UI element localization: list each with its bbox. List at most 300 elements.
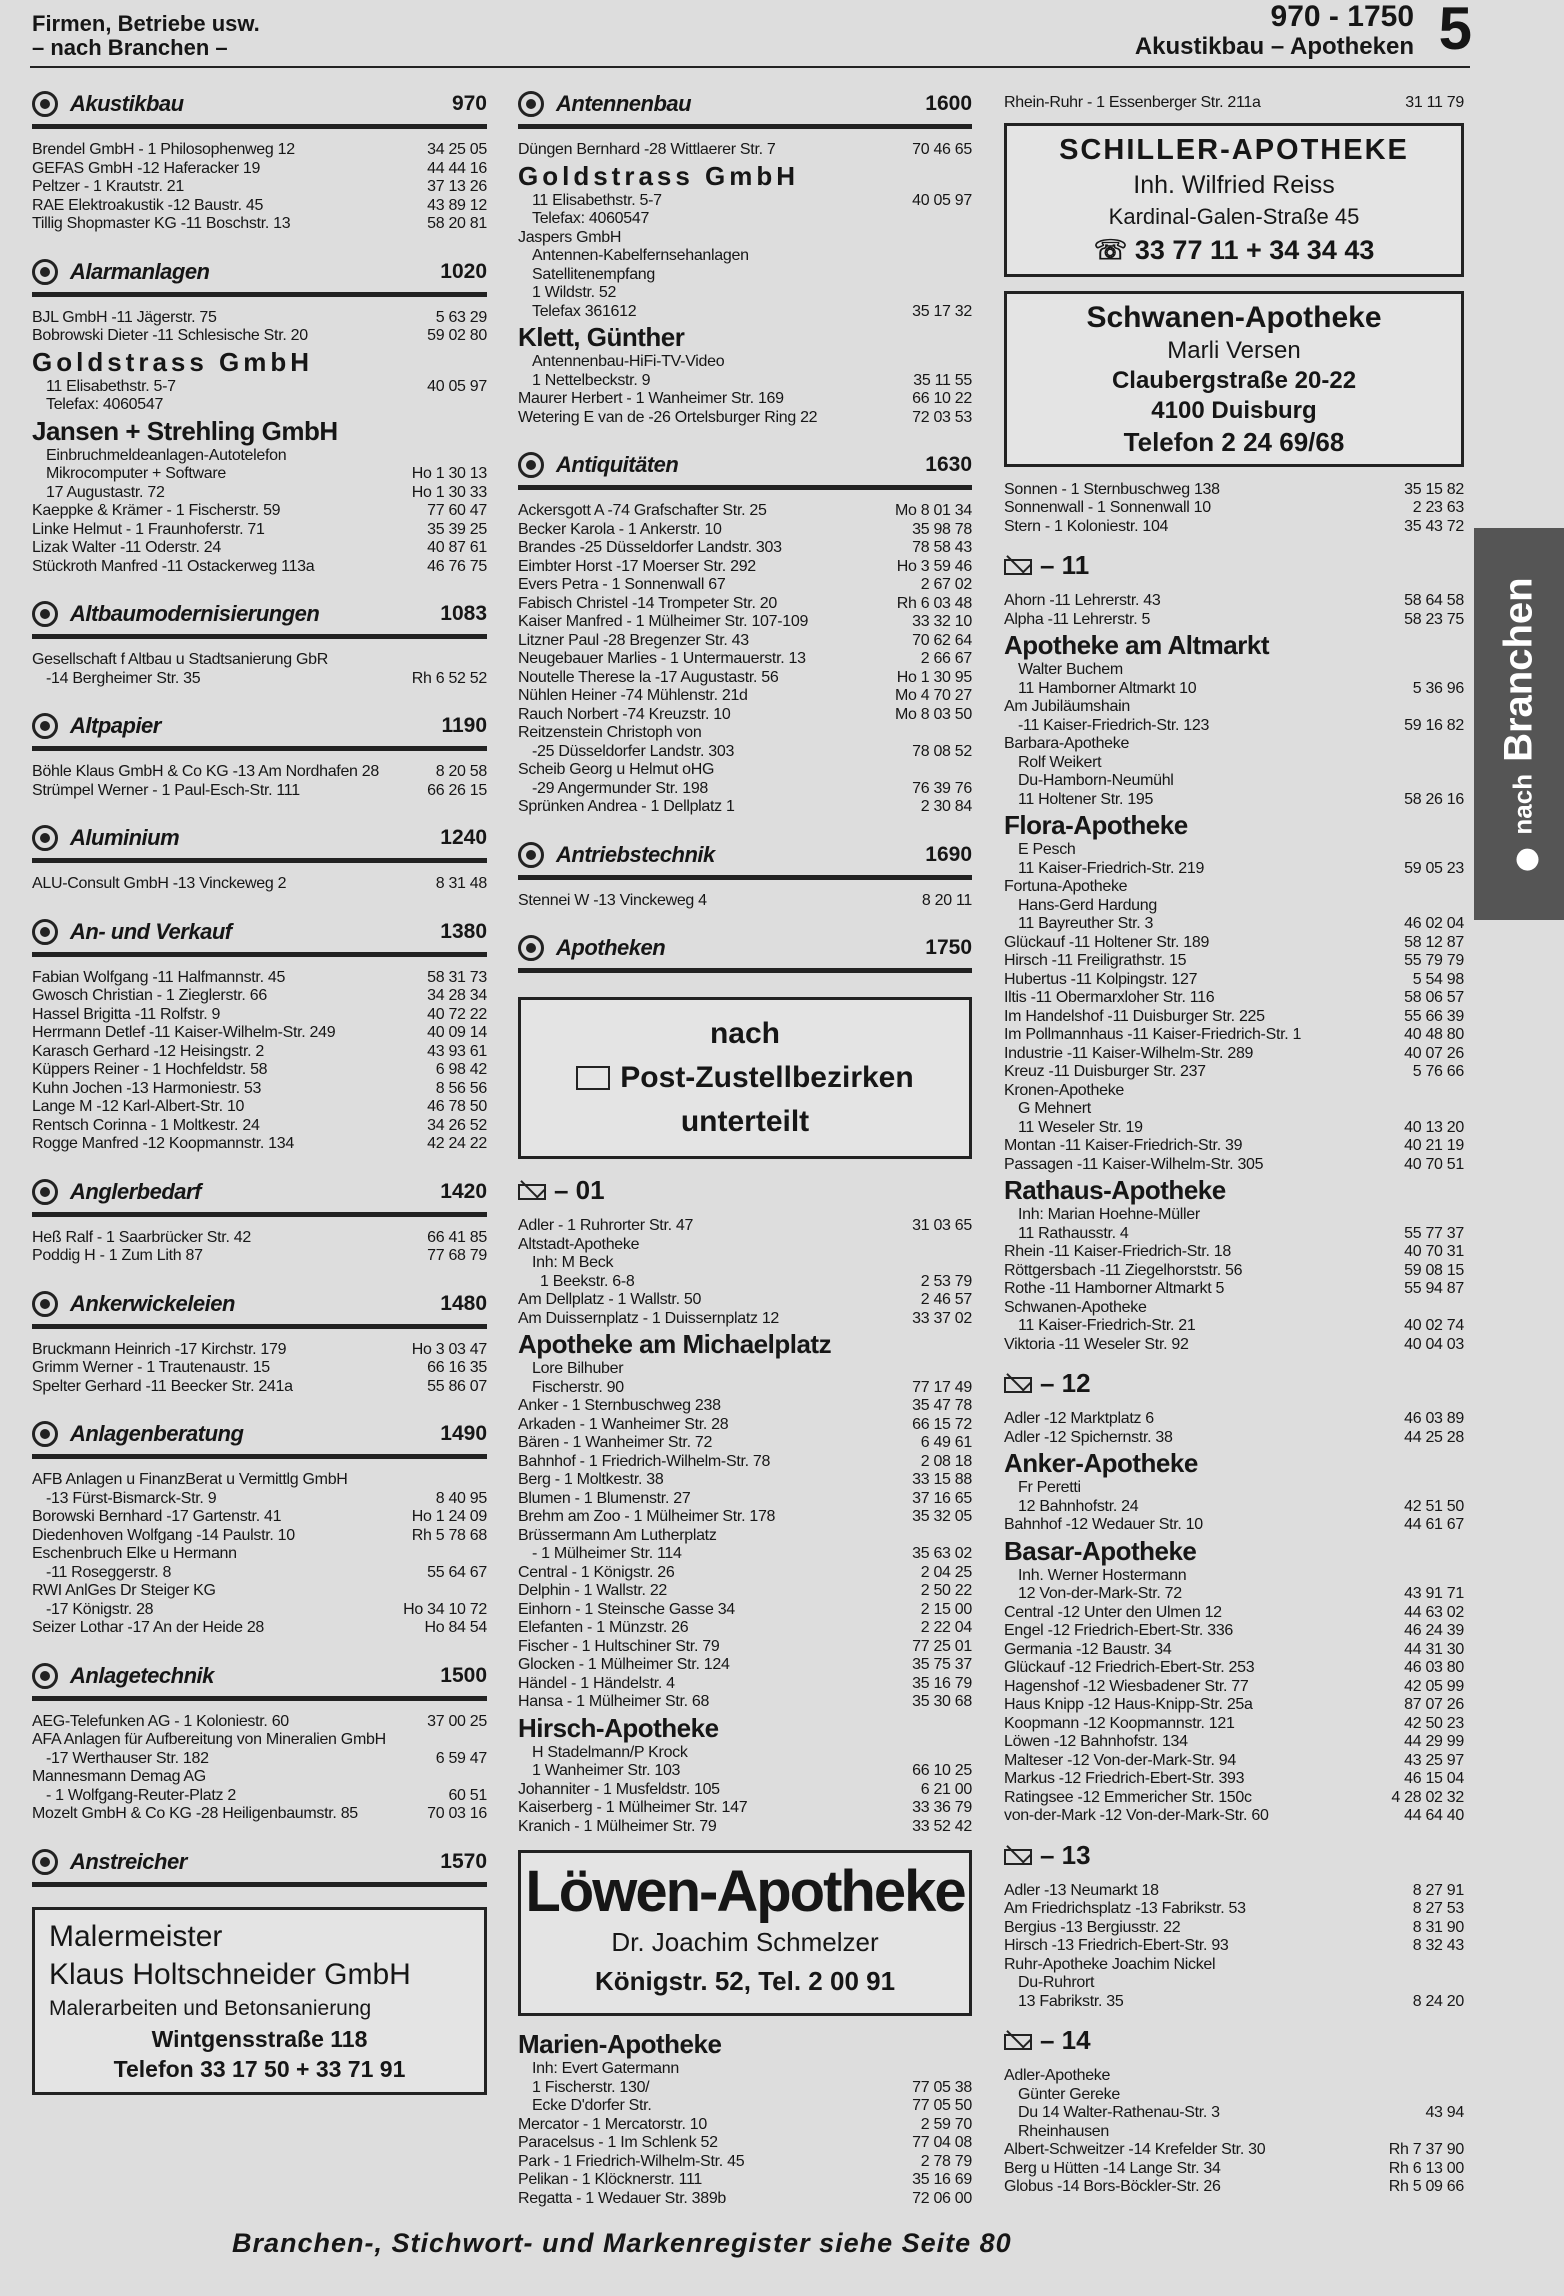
section-header: [32, 818, 487, 863]
entry-row: [32, 1582, 487, 1601]
ad-name-line1: Malermeister: [49, 1919, 223, 1953]
entry-phone: [966, 321, 972, 353]
entry-phone: 35 43 72: [1404, 517, 1464, 535]
entry-text: BJL GmbH -11 Jägerstr. 75: [32, 308, 217, 326]
postal-district-label: – 14: [1040, 2025, 1091, 2055]
entry-text: Stückroth Manfred -11 Ostackerweg 113a: [32, 557, 315, 575]
header-subtitle: Akustikbau – Apotheken: [1134, 33, 1414, 60]
entry-row: [1004, 1641, 1464, 1660]
entry-phone: [1458, 661, 1464, 680]
entry-phone: 59 02 80: [427, 327, 487, 344]
entry-row: [1004, 1974, 1464, 1993]
entry-row: [32, 1564, 487, 1583]
entry-text: G Mehnert: [1018, 1100, 1091, 1117]
entry-phone: 6 21 00: [920, 1780, 972, 1798]
entry-phone: 2 53 79: [920, 1272, 972, 1290]
entry-text: Kaiser Manfred - 1 Mülheimer Str. 107-109: [518, 613, 809, 630]
entry-text: Telefax: 4060547: [46, 396, 164, 413]
section-header: [32, 1656, 487, 1701]
entry-row: [1004, 1789, 1464, 1808]
entry-row: [518, 229, 972, 248]
entry-row: [32, 309, 487, 328]
entry-phone: 8 20 11: [921, 891, 972, 909]
ad-name-line2: Klaus Holtschneider GmbH: [49, 1957, 411, 1991]
entry-row: [32, 484, 487, 503]
entry-row: [32, 1805, 487, 1824]
entry-text: Bahnhof - 1 Friedrich-Wilhelm-Str. 78: [518, 1452, 771, 1470]
entry-row: [1004, 1262, 1464, 1281]
entry-text: Adler -12 Spichernstr. 38: [1004, 1428, 1173, 1446]
ad-holtschneider: [32, 1907, 487, 2095]
entry-text: 1 Nettelbeckstr. 9: [532, 371, 651, 389]
ad-address-city: 4100 Duisburg: [1151, 396, 1317, 424]
entry-row: [518, 1545, 972, 1564]
entry-phone: 40 04 03: [1404, 1335, 1464, 1353]
section-code: 1600: [925, 92, 972, 115]
entry-phone: [1458, 629, 1464, 661]
entry-list: [32, 309, 487, 577]
section-code: 1490: [440, 1422, 487, 1445]
entry-text: H Stadelmann/P Krock: [532, 1743, 688, 1761]
entry-text: Antennen-Kabelfernsehanlagen: [532, 247, 749, 264]
entry-phone: 5 36 96: [1412, 679, 1464, 697]
entry-row: [32, 1024, 487, 1043]
column-3: [1004, 82, 1464, 2197]
entry-phone: Mo 4 70 27: [894, 687, 972, 704]
entry-row: [32, 1713, 487, 1732]
entry-text: Rolf Weikert: [1018, 753, 1102, 771]
entry-phone: Mo 8 03 50: [894, 705, 972, 723]
section-code: 1750: [925, 936, 972, 959]
entry-row: [1004, 2104, 1464, 2123]
entry-text: Diedenhoven Wolfgang -14 Paulstr. 10: [32, 1526, 295, 1544]
entry-phone: 42 24 22: [427, 1135, 487, 1152]
entry-text: Günter Gereke: [1018, 2085, 1120, 2103]
entry-row: [1004, 1082, 1464, 1101]
entry-list: [32, 651, 487, 688]
entry-text: Park - 1 Friedrich-Wilhelm-Str. 45: [518, 2152, 745, 2170]
section-title: Anlagenberatung: [70, 1421, 244, 1446]
entry-text: Mannesmann Demag AG: [32, 1768, 206, 1785]
entry-phone: [966, 2028, 972, 2060]
entry-text: -25 Düsseldorfer Landstr. 303: [532, 742, 735, 760]
entry-text: Ratingsee -12 Emmericher Str. 150c: [1004, 1788, 1252, 1806]
entry-text: Am Friedrichsplatz -13 Fabrikstr. 53: [1004, 1900, 1246, 1917]
column-2: [518, 82, 972, 2208]
entry-phone: 35 11 55: [913, 371, 972, 389]
entry-phone: [481, 396, 487, 415]
entry-phone: [1458, 841, 1464, 860]
entry-phone: 46 03 89: [1404, 1410, 1464, 1427]
entry-phone: [966, 247, 972, 266]
section-code: 1020: [440, 259, 487, 283]
entry-text: von-der-Mark -12 Von-der-Mark-Str. 60: [1004, 1807, 1269, 1824]
entry-text: Markus -12 Friedrich-Ebert-Str. 393: [1004, 1770, 1245, 1787]
section-title: Antiquitäten: [556, 452, 679, 477]
entry-phone: 77 60 47: [427, 502, 487, 519]
entry-row: [1004, 698, 1464, 717]
entry-row: [518, 1291, 972, 1310]
entry-text: Noutelle Therese la -17 Augustastr. 56: [518, 668, 779, 686]
entry-phone: 59 16 82: [1404, 716, 1464, 734]
entry-text: Adler -12 Marktplatz 6: [1004, 1410, 1154, 1427]
section-bullet-icon: [32, 1421, 58, 1447]
entry-row: [1004, 1008, 1464, 1027]
entry-text: Eschenbruch Elke u Hermann: [32, 1545, 237, 1562]
entry-phone: Rh 5 09 66: [1388, 2178, 1464, 2195]
section-header: [32, 912, 487, 957]
entry-row: [1004, 1882, 1464, 1901]
entry-text: 1 Beekstr. 6-8: [540, 1272, 635, 1290]
entry-list: [32, 1341, 487, 1397]
entry-text: Basar-Apotheke: [1004, 1535, 1197, 1566]
header-left-line2: – nach Branchen –: [32, 35, 228, 60]
entry-text: 11 Elisabethstr. 5-7: [532, 191, 662, 209]
entry-row: [518, 1379, 972, 1398]
entry-text: Hubertus -11 Kolpingstr. 127: [1004, 970, 1198, 988]
entry-text: Montan -11 Kaiser-Friedrich-Str. 39: [1004, 1137, 1243, 1154]
entry-phone: 33 15 88: [912, 1471, 972, 1488]
entry-phone: 77 25 01: [912, 1637, 972, 1655]
entry-text: Ahorn -11 Lehrerstr. 43: [1004, 592, 1161, 609]
entry-text: Stennei W -13 Vinckeweg 4: [518, 891, 707, 909]
entry-row: [518, 743, 972, 762]
entry-text: Rathaus-Apotheke: [1004, 1175, 1226, 1205]
entry-phone: [1458, 878, 1464, 897]
entry-phone: [966, 1236, 972, 1255]
entry-row: [518, 1638, 972, 1657]
section-title: Apotheken: [556, 935, 666, 960]
entry-row: [32, 1527, 487, 1546]
entry-row: [32, 141, 487, 160]
entry-phone: 40 70 51: [1404, 1155, 1464, 1173]
entry-phone: 60 51: [448, 1786, 487, 1804]
entry-phone: 55 79 79: [1404, 952, 1464, 969]
entry-text: Glückauf -11 Holtener Str. 189: [1004, 933, 1210, 951]
entry-text: Tillig Shopmaster KG -11 Boschstr. 13: [32, 215, 291, 232]
entry-row: [32, 447, 487, 466]
entry-phone: 35 15 82: [1404, 480, 1464, 498]
entry-row: [518, 390, 972, 409]
entry-phone: 77 17 49: [912, 1378, 972, 1396]
entry-phone: 58 64 58: [1404, 592, 1464, 609]
entry-row: [1004, 841, 1464, 860]
entry-row: [1004, 1604, 1464, 1623]
entry-phone: [1458, 1206, 1464, 1225]
entry-text: Hirsch-Apotheke: [518, 1712, 719, 1743]
entry-phone: 33 37 02: [912, 1309, 972, 1327]
section-code: 1500: [440, 1663, 487, 1687]
entry-row: [1004, 1937, 1464, 1956]
entry-row: [1004, 1567, 1464, 1586]
section-bullet-icon: [32, 91, 58, 117]
entry-text: Im Handelshof -11 Duisburger Str. 225: [1004, 1007, 1265, 1025]
envelope-icon: [1004, 1377, 1032, 1393]
entry-row: [32, 782, 487, 801]
entry-row: [1004, 1479, 1464, 1498]
entry-row: [32, 415, 487, 447]
entry-list: [32, 1713, 487, 1824]
entry-text: Glocken - 1 Mülheimer Str. 124: [518, 1656, 730, 1673]
entry-row: [1004, 518, 1464, 537]
entry-phone: 58 23 75: [1404, 610, 1464, 628]
ad-owner: Dr. Joachim Schmelzer: [611, 1927, 879, 1957]
entry-row: [1004, 1299, 1464, 1318]
entry-row: [32, 763, 487, 782]
entry-text: -11 Kaiser-Friedrich-Str. 123: [1018, 716, 1210, 734]
entry-phone: 66 10 22: [912, 390, 972, 407]
section-bullet-icon: [518, 91, 544, 117]
entry-phone: 33 32 10: [912, 613, 972, 630]
entry-row: [1004, 915, 1464, 934]
ad-address: Königstr. 52, Tel. 2 00 91: [594, 1966, 896, 1996]
entry-text: Hans-Gerd Hardung: [1018, 896, 1157, 914]
entry-row: [1004, 791, 1464, 810]
section-title: Altbaumodernisierungen: [70, 601, 320, 626]
entry-phone: [1458, 1174, 1464, 1206]
entry-text: Barbara-Apotheke: [1004, 735, 1130, 752]
entry-phone: [1458, 1100, 1464, 1119]
entry-row: [518, 1693, 972, 1712]
entry-text: 12 Von-der-Mark-Str. 72: [1018, 1585, 1182, 1602]
entry-text: Reitzenstein Christoph von: [518, 724, 702, 741]
entry-phone: 66 15 72: [912, 1415, 972, 1433]
entry-text: Brüssermann Am Lutherplatz: [518, 1526, 717, 1544]
entry-phone: 8 40 95: [435, 1489, 487, 1507]
entry-row: [1004, 1752, 1464, 1771]
postal-district-header: [1004, 1840, 1464, 1870]
entry-row: [1004, 1317, 1464, 1336]
section-bullet-icon: [32, 259, 58, 285]
entry-row: [518, 1762, 972, 1781]
section-title: Altpapier: [70, 713, 161, 738]
entry-phone: 2 30 84: [920, 798, 972, 815]
entry-text: -13 Fürst-Bismarck-Str. 9: [46, 1489, 217, 1507]
entry-text: 11 Kaiser-Friedrich-Str. 219: [1018, 859, 1205, 877]
entry-text: Stern - 1 Koloniestr. 104: [1004, 517, 1169, 535]
entry-row: [518, 1236, 972, 1255]
entry-text: Marien-Apotheke: [518, 2029, 722, 2059]
entry-phone: Ho 1 30 95: [896, 668, 972, 686]
entry-text: GEFAS GmbH -12 Haferacker 19: [32, 159, 261, 177]
entry-list: [32, 1471, 487, 1638]
entry-row: [1004, 1535, 1464, 1567]
entry-phone: 2 59 70: [920, 2115, 972, 2133]
entry-row: [1004, 94, 1464, 113]
entry-text: Rhein -11 Kaiser-Friedrich-Str. 18: [1004, 1243, 1231, 1260]
entry-text: Inh. Werner Hostermann: [1018, 1566, 1187, 1584]
entry-phone: 58 26 16: [1404, 790, 1464, 808]
entry-text: Lange M -12 Karl-Albert-Str. 10: [32, 1098, 245, 1115]
entry-phone: 34 28 34: [427, 987, 487, 1004]
entry-row: [518, 2171, 972, 2190]
ad-owner: Inh. Wilfried Reiss: [1133, 170, 1335, 199]
entry-row: [32, 1619, 487, 1638]
entry-phone: Ho 1 30 33: [411, 483, 487, 501]
entry-phone: 87 07 26: [1404, 1696, 1464, 1713]
entry-phone: [481, 415, 487, 447]
entry-phone: Rh 6 52 52: [411, 669, 487, 687]
entry-text: 11 Rathausstr. 4: [1018, 1224, 1129, 1242]
entry-row: [518, 1416, 972, 1435]
entry-phone: [1458, 1447, 1464, 1479]
entry-row: [1004, 1100, 1464, 1119]
section-title: Ankerwickeleien: [70, 1290, 235, 1316]
section-header: [32, 252, 487, 297]
entry-text: Böhle Klaus GmbH & Co KG -13 Am Nordhafen 28: [32, 763, 379, 780]
entry-row: [32, 670, 487, 689]
section-title: Anstreicher: [70, 1848, 187, 1874]
section-bullet-icon: [518, 935, 544, 961]
entry-text: Nühlen Heiner -74 Mühlenstr. 21d: [518, 687, 748, 704]
entry-text: 17 Augustastr. 72: [46, 483, 165, 501]
entry-phone: 42 05 99: [1404, 1677, 1464, 1695]
entry-text: Antennenbau-HiFi-TV-Video: [532, 353, 725, 370]
entry-text: 1 Fischerstr. 130/: [532, 2078, 650, 2096]
section-code: 1380: [440, 919, 487, 943]
entry-text: Alpha -11 Lehrerstr. 5: [1004, 610, 1151, 628]
entry-row: [32, 502, 487, 521]
section-bullet-icon: [32, 1291, 58, 1317]
entry-phone: 58 20 81: [427, 215, 487, 232]
entry-row: [518, 687, 972, 706]
entry-text: Hirsch -13 Friedrich-Ebert-Str. 93: [1004, 1937, 1229, 1954]
entry-row: [32, 346, 487, 378]
entry-text: Koopmann -12 Koopmannstr. 121: [1004, 1714, 1235, 1732]
entry-text: Walter Buchem: [1018, 661, 1123, 678]
entry-row: [32, 521, 487, 540]
entry-row: [1004, 1516, 1464, 1535]
entry-phone: [1458, 897, 1464, 916]
entry-phone: 37 16 65: [912, 1489, 972, 1507]
postal-district-header: [1004, 1368, 1464, 1398]
entry-text: Klett, Günther: [518, 322, 685, 352]
entry-row: [518, 372, 972, 391]
entry-row: [32, 1080, 487, 1099]
entry-row: [32, 1768, 487, 1787]
entry-row: [518, 2134, 972, 2153]
entry-text: Jaspers GmbH: [518, 228, 622, 246]
section-code: 1690: [925, 842, 972, 866]
entry-phone: [481, 346, 487, 378]
entry-phone: [966, 2060, 972, 2079]
entry-text: Germania -12 Baustr. 34: [1004, 1640, 1172, 1658]
tab-dot-icon: [1516, 849, 1538, 871]
entry-text: Kranich - 1 Mülheimer Str. 79: [518, 1817, 717, 1835]
entry-phone: Rh 5 78 68: [411, 1526, 487, 1544]
entry-row: [1004, 1622, 1464, 1641]
entry-row: [518, 1675, 972, 1694]
entry-phone: Ho 3 03 47: [411, 1340, 487, 1358]
entry-phone: [1458, 1567, 1464, 1586]
entry-text: Regatta - 1 Wedauer Str. 389b: [518, 2189, 727, 2207]
entry-text: -14 Bergheimer Str. 35: [46, 669, 201, 687]
entry-row: [1004, 1410, 1464, 1429]
entry-text: 12 Bahnhofstr. 24: [1018, 1497, 1139, 1515]
entry-row: [1004, 1156, 1464, 1175]
entry-row: [32, 558, 487, 577]
entry-phone: 44 31 30: [1404, 1640, 1464, 1658]
entry-text: 11 Kaiser-Friedrich-Str. 21: [1018, 1317, 1196, 1334]
section-bullet-icon: [518, 842, 544, 868]
entry-phone: 40 05 97: [912, 191, 972, 209]
entry-row: [1004, 1659, 1464, 1678]
entry-phone: 55 64 67: [427, 1563, 487, 1581]
envelope-icon: [518, 1184, 546, 1200]
section-bullet-icon: [32, 825, 58, 851]
entry-phone: 77 04 08: [912, 2134, 972, 2151]
entry-text: 13 Fabrikstr. 35: [1018, 1992, 1124, 2010]
entry-phone: [966, 1360, 972, 1379]
entry-text: Grimm Werner - 1 Trautenaustr. 15: [32, 1359, 270, 1376]
entry-phone: 78 58 43: [912, 539, 972, 556]
entry-row: [32, 1341, 487, 1360]
entry-row: [32, 1787, 487, 1806]
entry-text: Lizak Walter -11 Oderstr. 24: [32, 539, 222, 556]
entry-phone: 44 29 99: [1404, 1733, 1464, 1750]
entry-phone: 2 67 02: [920, 576, 972, 593]
entry-row: [1004, 592, 1464, 611]
entry-phone: [1458, 1956, 1464, 1975]
entry-phone: 55 86 07: [427, 1377, 487, 1395]
ad-schiller-apotheke: [1004, 123, 1464, 277]
entry-list: [1004, 94, 1464, 113]
section-header: [32, 594, 487, 639]
section-header: [32, 1172, 487, 1217]
entry-phone: [1458, 735, 1464, 754]
entry-row: [518, 1564, 972, 1583]
entry-text: Evers Petra - 1 Sonnenwall 67: [518, 576, 726, 593]
entry-phone: 6 59 47: [435, 1749, 487, 1767]
entry-row: [32, 1545, 487, 1564]
entry-row: [518, 409, 972, 428]
entry-row: [32, 396, 487, 415]
entry-row: [32, 1043, 487, 1062]
entry-phone: 70 46 65: [912, 141, 972, 158]
entry-phone: 4 28 02 32: [1391, 1788, 1464, 1806]
entry-row: [1004, 1919, 1464, 1938]
entry-text: Im Pollmannhaus -11 Kaiser-Friedrich-Str. 1: [1004, 1026, 1302, 1043]
entry-phone: 40 05 97: [427, 377, 487, 395]
entry-text: Schwanen-Apotheke: [1004, 1298, 1147, 1316]
entry-phone: [1458, 1974, 1464, 1993]
entry-row: [1004, 1026, 1464, 1045]
entry-text: Ackersgott A -74 Grafschafter Str. 25: [518, 502, 767, 519]
entry-phone: Rh 6 13 00: [1388, 2159, 1464, 2177]
entry-text: AFB Anlagen u FinanzBerat u Vermittlg GmbH: [32, 1471, 348, 1488]
entry-phone: 40 02 74: [1404, 1317, 1464, 1334]
entry-row: [32, 969, 487, 988]
entry-text: AEG-Telefunken AG - 1 Koloniestr. 60: [32, 1712, 289, 1730]
entry-text: Apotheke am Michaelplatz: [518, 1329, 832, 1359]
section-bullet-icon: [32, 919, 58, 945]
entry-phone: 40 13 20: [1404, 1118, 1464, 1136]
ad-phone: Telefon 33 17 50 + 33 71 91: [113, 2055, 406, 2082]
entry-text: Poddig H - 1 Zum Lith 87: [32, 1247, 203, 1264]
entry-phone: 8 24 20: [1412, 1992, 1464, 2010]
entry-text: Kuhn Jochen -13 Harmoniestr. 53: [32, 1079, 262, 1097]
entry-text: Haus Knipp -12 Haus-Knipp-Str. 25a: [1004, 1696, 1253, 1713]
entry-row: [518, 1781, 972, 1800]
header-range: 970 - 1750: [1270, 0, 1414, 33]
entry-phone: 35 39 25: [427, 520, 487, 538]
entry-text: Rentsch Corinna - 1 Moltkestr. 24: [32, 1116, 260, 1134]
ad-owner: Marli Versen: [1167, 336, 1301, 364]
entry-row: [518, 2028, 972, 2060]
entry-row: [518, 724, 972, 743]
entry-list: [518, 1217, 972, 1836]
entry-row: [518, 1471, 972, 1490]
